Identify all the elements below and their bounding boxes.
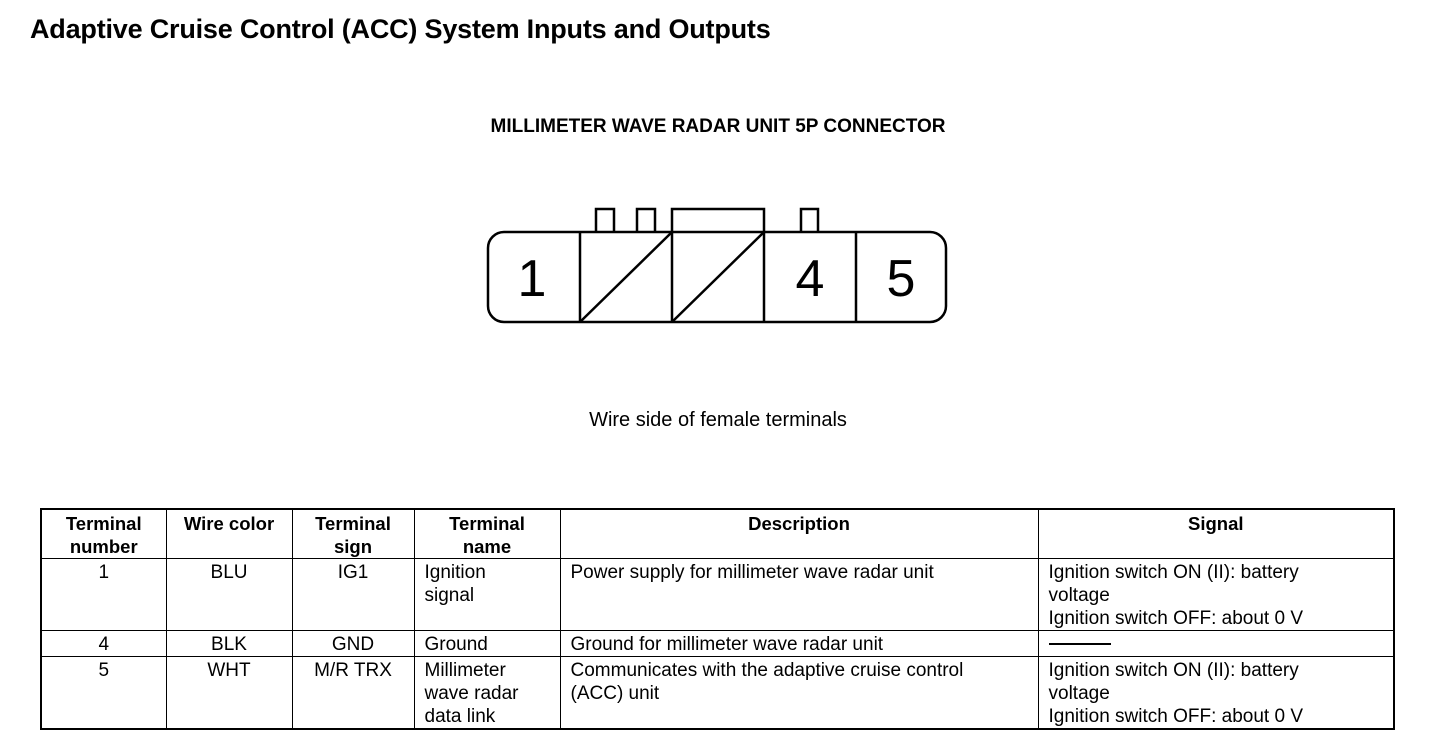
table-row [41,559,1394,631]
cavity-label-4: 4 [795,250,825,308]
cell-terminal-number: 1 [41,559,166,631]
description-line: Power supply for millimeter wave radar unit [570,562,934,583]
header-wire-color: Wire color [166,509,292,559]
terminal-name-line: signal [424,585,475,606]
cell-signal [1038,559,1394,631]
cell-terminal-sign: GND [292,631,414,657]
signal-line: Ignition switch ON (II): battery [1048,562,1299,583]
signal-line: voltage [1048,585,1110,606]
header-description: Description [560,509,1038,559]
signal-line: Ignition switch OFF: about 0 V [1048,706,1304,727]
connector-latch [672,209,764,232]
table-header-row [41,509,1394,559]
signal-line: voltage [1048,683,1110,704]
cell-signal [1038,657,1394,730]
connector-tab-2 [637,209,655,232]
connector-tab-1 [596,209,614,232]
terminal-name-line: Ignition [424,562,486,583]
table-row [41,631,1394,657]
empty-cavity-2 [580,232,672,322]
header-terminal-sign: Terminal sign [292,509,414,559]
signal-line: Ignition switch OFF: about 0 V [1048,608,1304,629]
cell-terminal-number: 5 [41,657,166,730]
cell-terminal-name [414,559,560,631]
cell-terminal-sign: IG1 [292,559,414,631]
table-row [41,657,1394,730]
cell-terminal-number: 4 [41,631,166,657]
cell-wire-color: BLU [166,559,292,631]
terminal-name-line: wave radar [424,683,519,704]
signal-line: Ignition switch ON (II): battery [1048,660,1299,681]
empty-cavity-3 [672,232,764,322]
cell-terminal-sign: M/R TRX [292,657,414,730]
cell-terminal-name [414,657,560,730]
description-line: Communicates with the adaptive cruise control [570,660,964,681]
cell-wire-color: WHT [166,657,292,730]
terminal-table [40,508,1395,730]
cell-description [560,657,1038,730]
connector-diagram [480,200,960,330]
no-signal-dash [1049,643,1111,645]
cavity-label-1: 1 [517,250,547,308]
header-terminal-name: Terminal name [414,509,560,559]
header-terminal-number: Terminal number [41,509,166,559]
cell-signal [1038,631,1394,657]
cavity-label-5: 5 [886,250,916,308]
connector-caption: Wire side of female terminals [589,409,847,431]
cell-terminal-name: Ground [414,631,560,657]
cell-wire-color: BLK [166,631,292,657]
cell-description [560,559,1038,631]
connector-title: MILLIMETER WAVE RADAR UNIT 5P CONNECTOR [490,116,946,137]
terminal-name-line: Millimeter [424,660,506,681]
page-title: Adaptive Cruise Control (ACC) System Inputs and Outputs [30,14,771,44]
header-signal: Signal [1038,509,1394,559]
terminal-name-line: data link [424,706,496,727]
description-line: (ACC) unit [570,683,660,704]
cell-description: Ground for millimeter wave radar unit [560,631,1038,657]
connector-tab-3 [801,209,818,232]
